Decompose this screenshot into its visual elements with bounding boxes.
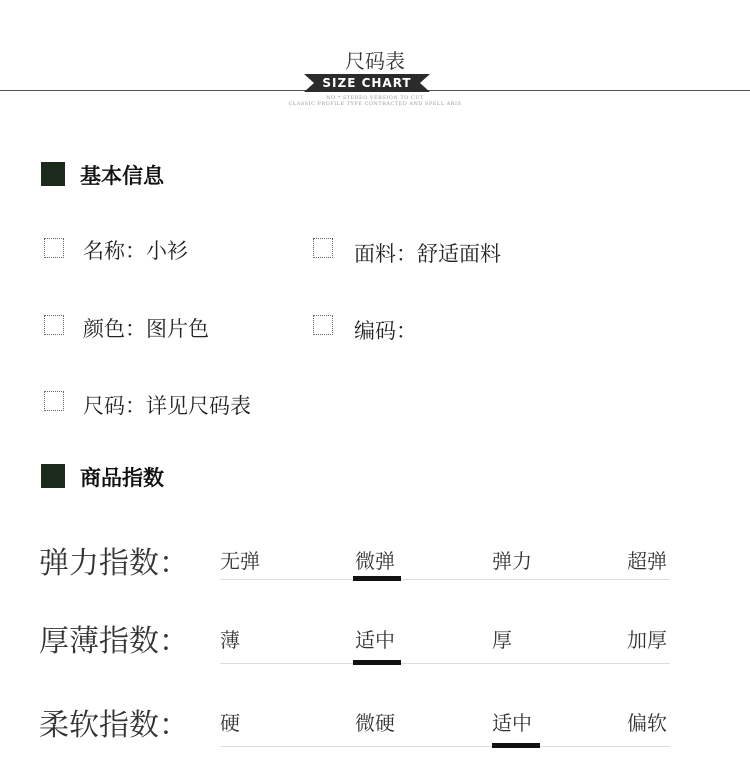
- checkbox-icon: [313, 238, 333, 258]
- index-option: 弹力: [492, 549, 532, 573]
- info-item-code: 编码：: [354, 319, 417, 343]
- selected-indicator: [353, 660, 401, 665]
- index-option: 超弹: [627, 549, 667, 573]
- info-item-color: 颜色：图片色: [83, 317, 209, 341]
- index-option: 偏软: [627, 711, 667, 735]
- index-option-selected: 适中: [492, 711, 532, 735]
- section-marker-square: [41, 162, 65, 186]
- index-label-thickness: 厚薄指数：: [39, 624, 189, 659]
- index-option-selected: 适中: [355, 628, 395, 652]
- index-option: 无弹: [220, 549, 260, 573]
- info-item-size: 尺码：详见尺码表: [83, 394, 251, 418]
- index-track: [220, 746, 670, 747]
- checkbox-icon: [313, 315, 333, 335]
- info-item-fabric: 面料：舒适面料: [354, 242, 501, 266]
- section-title-product-index: 商品指数: [80, 466, 164, 490]
- index-option: 厚: [492, 628, 512, 652]
- selected-indicator: [492, 743, 540, 748]
- index-option: 加厚: [627, 628, 667, 652]
- index-option: 硬: [220, 711, 240, 735]
- index-track: [220, 579, 670, 580]
- index-option-selected: 微弹: [355, 549, 395, 573]
- header-subtext-1: NO * STEREO VERSION TO CUT: [326, 95, 424, 101]
- index-label-softness: 柔软指数：: [39, 708, 189, 743]
- index-option: 薄: [220, 628, 240, 652]
- section-marker-square: [41, 464, 65, 488]
- checkbox-icon: [44, 238, 64, 258]
- section-title-basic-info: 基本信息: [80, 164, 164, 188]
- index-option: 微硬: [355, 711, 395, 735]
- header-subtext-2: CLASSIC PROFILE TYPE CONTRACTED AND SPELL ARIS: [288, 101, 462, 107]
- info-item-name: 名称：小衫: [83, 239, 188, 263]
- checkbox-icon: [44, 315, 64, 335]
- selected-indicator: [353, 576, 401, 581]
- index-label-elasticity: 弹力指数：: [39, 546, 189, 581]
- index-track: [220, 663, 670, 664]
- checkbox-icon: [44, 391, 64, 411]
- page-title: 尺码表: [345, 49, 405, 73]
- size-chart-label: SIZE CHART: [322, 76, 412, 90]
